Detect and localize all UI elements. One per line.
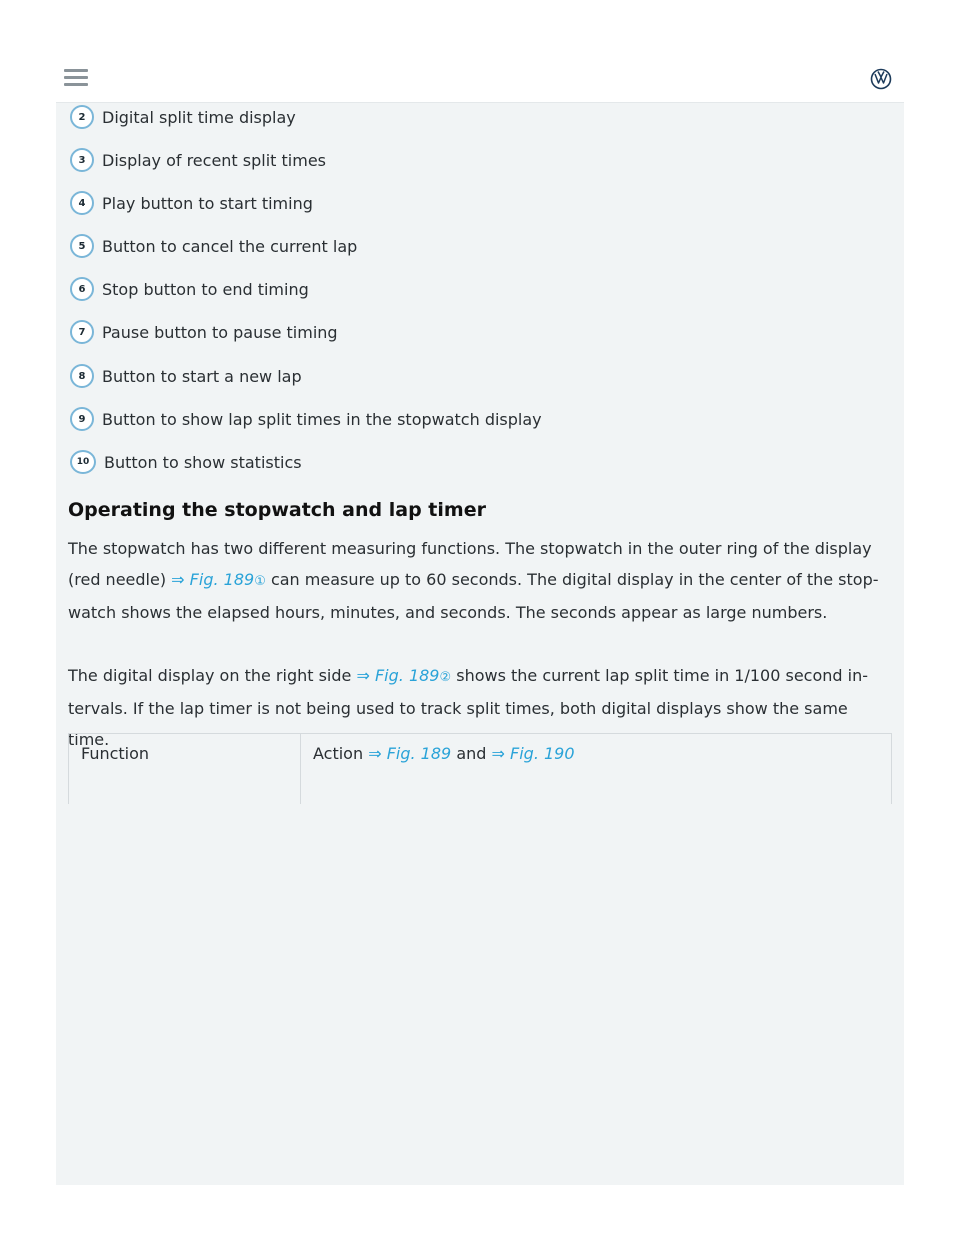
callout-badge: 2 xyxy=(70,105,94,129)
legend-text: Stop button to end timing xyxy=(102,279,309,299)
table-header-action xyxy=(301,734,891,804)
content-panel xyxy=(56,103,904,1185)
callout-badge: 7 xyxy=(70,320,94,344)
legend-item xyxy=(70,448,302,476)
legend-text: Button to show statistics xyxy=(104,452,302,472)
top-bar xyxy=(56,56,904,103)
legend-text: Button to cancel the current lap xyxy=(102,236,358,256)
legend-text: Button to start a new lap xyxy=(102,366,302,386)
paragraph-text: can measure up to 60 seconds. The digital display in the center of the stop-watch shows the elapsed hours, minutes, and seconds. The seconds appear as large numbers. xyxy=(68,570,879,622)
legend-item xyxy=(70,318,338,346)
callout-badge: 5 xyxy=(70,234,94,258)
callout-ref: ② xyxy=(439,670,452,685)
legend-text: Button to show lap split times in the stopwatch display xyxy=(102,409,542,429)
vw-logo-icon[interactable] xyxy=(870,68,892,90)
legend-text: Play button to start timing xyxy=(102,193,313,213)
figure-link[interactable]: ⇒ Fig. 190 xyxy=(491,744,575,763)
callout-badge: 8 xyxy=(70,364,94,388)
legend-item xyxy=(70,275,309,303)
figure-link[interactable]: ⇒ Fig. 189 xyxy=(356,666,440,685)
figure-link[interactable]: ⇒ Fig. 189 xyxy=(368,744,452,763)
table-header-function: Function xyxy=(69,734,301,804)
section-heading: Operating the stopwatch and lap timer xyxy=(68,499,486,521)
paragraph-text: The stopwatch has two different measuring functions. The stopwatch in the outer ring of the display (red needle) xyxy=(68,539,872,589)
legend-text: Display of recent split times xyxy=(102,150,327,170)
legend-text: Digital split time display xyxy=(102,107,296,127)
callout-badge: 3 xyxy=(70,148,94,172)
callout-badge: 6 xyxy=(70,277,94,301)
paragraph-stopwatch-functions xyxy=(68,533,888,628)
function-table xyxy=(68,733,892,804)
callout-badge: 4 xyxy=(70,191,94,215)
callout-badge: 9 xyxy=(70,407,94,431)
legend-item xyxy=(70,405,542,433)
callout-badge: 10 xyxy=(70,450,96,474)
paragraph-text: The digital display on the right side xyxy=(68,666,352,685)
legend-text: Pause button to pause timing xyxy=(102,322,338,342)
hamburger-menu-icon[interactable] xyxy=(64,69,88,89)
legend-item xyxy=(70,232,357,260)
callout-ref: ① xyxy=(254,574,266,589)
paragraph-text: shows the current lap split time in 1/100 second in-tervals. If the lap timer is not being used to track split times, both digital displays show the same time. xyxy=(68,666,868,749)
legend-item xyxy=(70,362,302,390)
legend-item xyxy=(70,189,313,217)
figure-link[interactable]: ⇒ Fig. 189 xyxy=(171,570,255,589)
header-text: Action xyxy=(313,744,364,763)
header-text: and xyxy=(456,744,487,763)
legend-item xyxy=(70,146,326,174)
legend-item xyxy=(70,103,296,131)
